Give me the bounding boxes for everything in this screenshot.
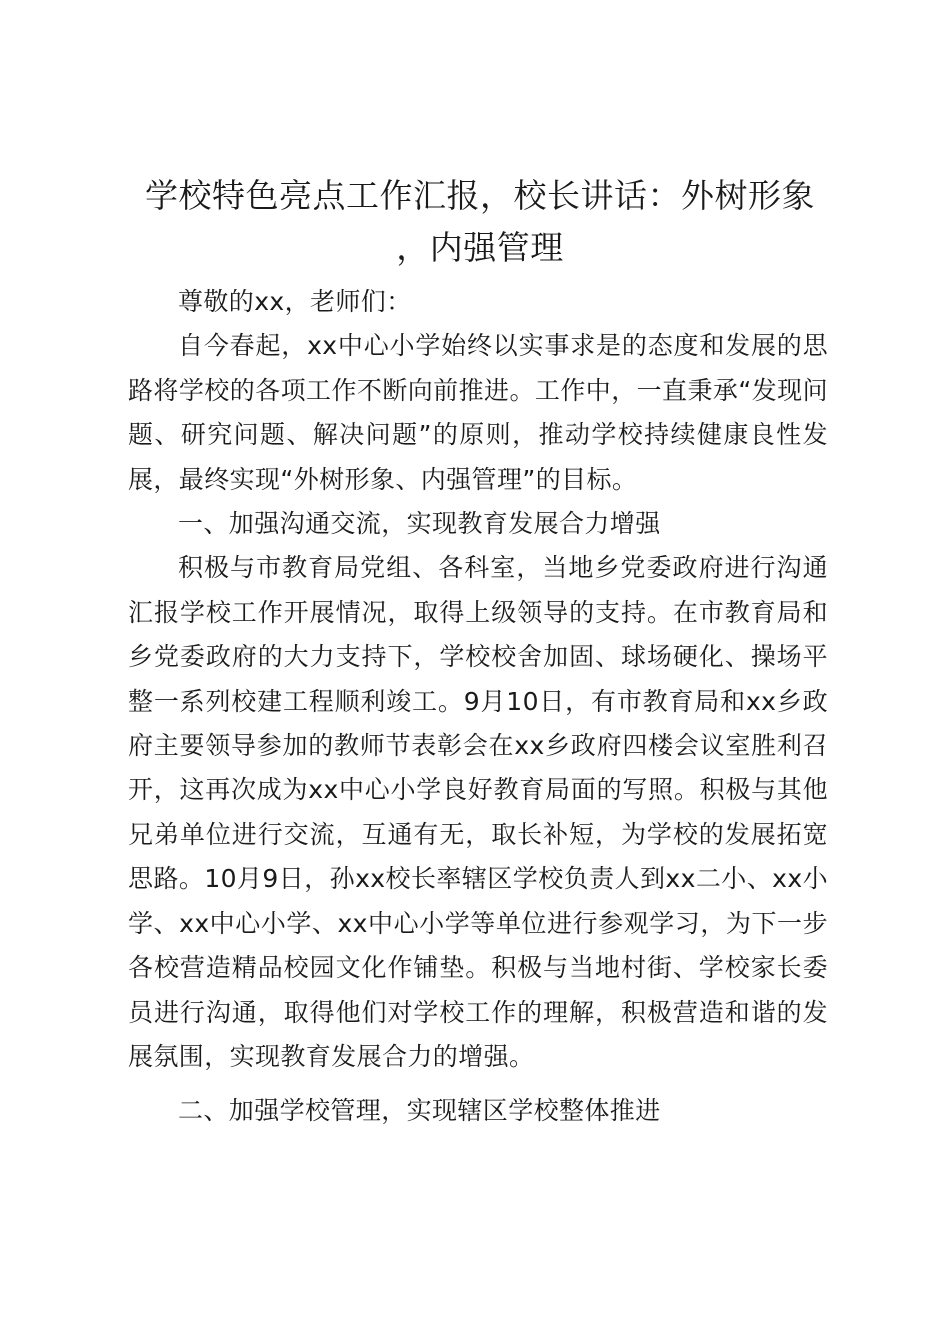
section-1-paragraph: 积极与市教育局党组、各科室，当地乡党委政府进行沟通汇报学校工作开展情况，取得上级领导的支持。在市教育局和乡党委政府的大力支持下，学校校舍加固、球场硬化、操场平整一系列校建工程顺利竣工。9月10日，有市教育局和xx乡政府主要领导参加的教师节表彰会在xx乡政府四楼会议室胜利召开，这再次成为xx中心小学良好教育局面的写照。积极与其他兄弟单位进行交流，互通有无，取长补短，为学校的发展拓宽思路。10月9日，孙xx校长率辖区学校负责人到xx二小、xx小学、xx中心小学、xx中心小学等单位进行参观学习，为下一步各校营造精品校园文化作铺垫。积极与当地村街、学校家长委员进行沟通，取得他们对学校工作的理解，积极营造和谐的发展氛围，实现教育发展合力的增强。 <box>128 553 828 1071</box>
intro-paragraph: 自今春起，xx中心小学始终以实事求是的态度和发展的思路将学校的各项工作不断向前推进。工作中，一直秉承“发现问题、研究问题、解决问题”的原则，推动学校持续健康良性发展，最终实现“外树形象、内强管理”的目标。 <box>128 331 828 494</box>
section-2-heading: 二、加强学校管理，实现辖区学校整体推进 <box>178 1096 661 1126</box>
salutation: 尊敬的xx，老师们： <box>178 287 412 316</box>
document-title <box>120 170 840 274</box>
title-line-2: ，内强管理 <box>396 228 564 267</box>
document-body <box>128 280 828 1134</box>
title-line-1: 学校特色亮点工作汇报，校长讲话：外树形象 <box>145 176 815 215</box>
section-1-heading: 一、加强沟通交流，实现教育发展合力增强 <box>178 509 661 539</box>
